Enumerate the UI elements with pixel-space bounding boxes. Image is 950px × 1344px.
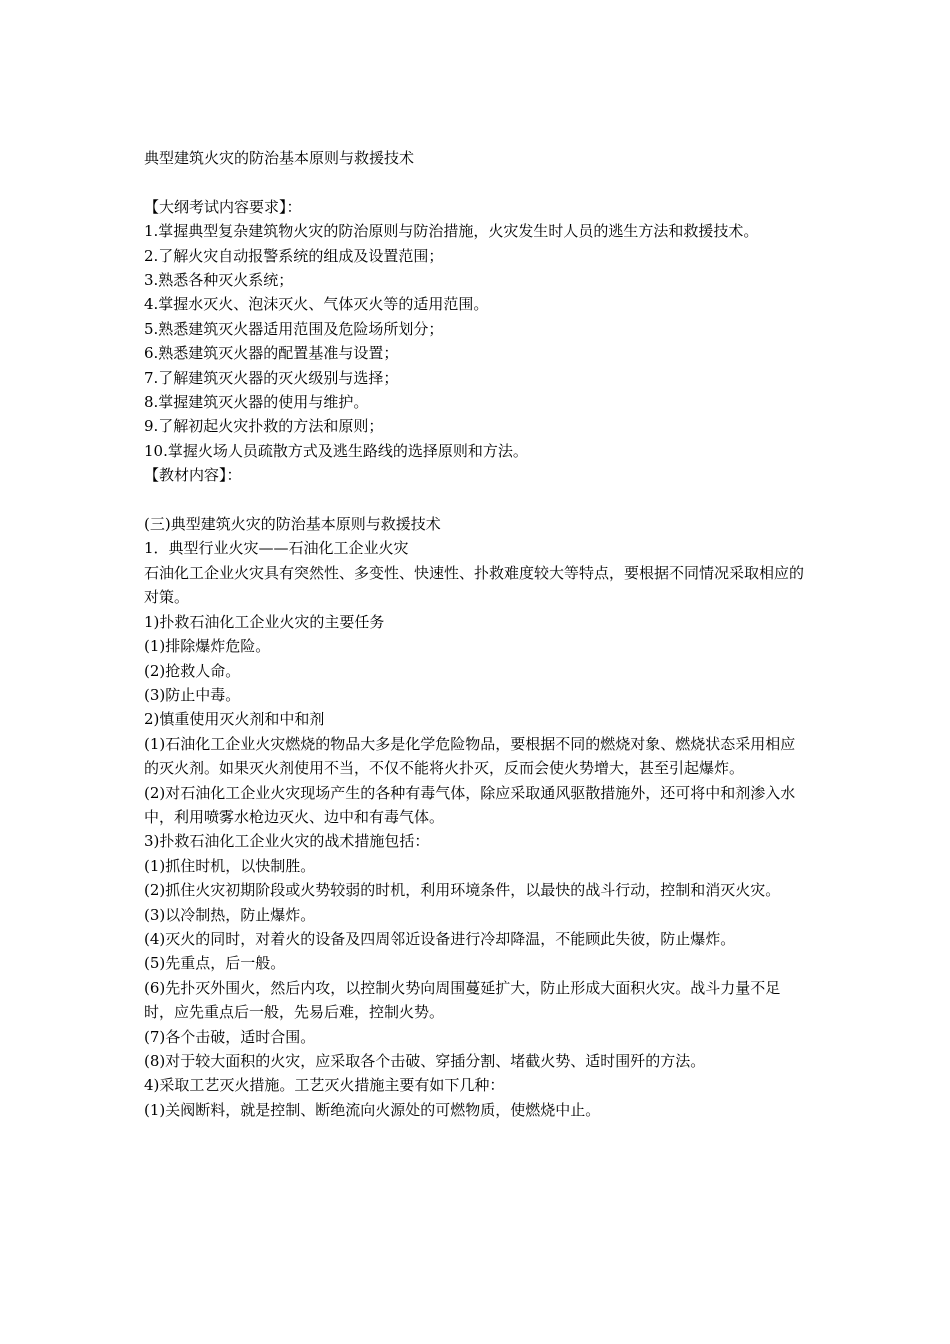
body-paragraph: (2)对石油化工企业火灾现场产生的各种有毒气体，除应采取通风驱散措施外，还可将中和剂渗入水中，利用喷雾水枪边灭火、边中和有毒气体。 xyxy=(144,783,796,826)
body-paragraph: (3)以冷制热，防止爆炸。 xyxy=(144,905,316,924)
outline-item: 6.熟悉建筑灭火器的配置基准与设置； xyxy=(144,344,399,363)
outline-item: 4.掌握水灭火、泡沫灭火、气体灭火等的适用范围。 xyxy=(144,295,489,314)
body-paragraph: (5)先重点，后一般。 xyxy=(144,954,286,973)
outline-item: 5.熟悉建筑灭火器适用范围及危险场所划分； xyxy=(144,319,444,338)
outline-item: 9.了解初起火灾扑救的方法和原则； xyxy=(144,417,384,436)
body-paragraph: (8)对于较大面积的火灾，应采取各个击破、穿插分割、堵截火势、适时围歼的方法。 xyxy=(144,1052,706,1070)
body-paragraph: 3)扑救石油化工企业火灾的战术措施包括： xyxy=(144,832,430,851)
body-paragraph: (1)抓住时机，以快制胜。 xyxy=(144,856,316,875)
outline-item: 8.掌握建筑灭火器的使用与维护。 xyxy=(144,393,369,412)
outline-item: 3.熟悉各种灭火系统； xyxy=(144,271,294,290)
content-heading: 【教材内容】： xyxy=(144,466,242,485)
body-paragraph: (3)防止中毒。 xyxy=(144,685,241,704)
blank-line xyxy=(144,488,810,512)
outline-item: 7.了解建筑灭火器的灭火级别与选择； xyxy=(144,368,399,387)
blank-line xyxy=(144,170,810,194)
body-paragraph: (2)抓住火灾初期阶段或火势较弱的时机，利用环境条件，以最快的战斗行动，控制和消灭火灾。 xyxy=(144,881,781,900)
body-paragraph: (1)石油化工企业火灾燃烧的物品大多是化学危险物品，要根据不同的燃烧对象、燃烧状态采用相应的灭火剂。如果灭火剂使用不当，不仅不能将火扑灭，反而会使火势增大，甚至引起爆炸。 xyxy=(144,734,796,778)
body-paragraph: (2)抢救人命。 xyxy=(144,661,241,680)
document-title: 典型建筑火灾的防治基本原则与救援技术 xyxy=(144,149,415,167)
body-paragraph: 1)扑救石油化工企业火灾的主要任务 xyxy=(144,612,385,631)
body-paragraph: 4)采取工艺灭火措施。工艺灭火措施主要有如下几种： xyxy=(144,1076,505,1095)
body-paragraph: (6)先扑灭外围火，然后内攻，以控制火势向周围蔓延扩大，防止形成大面积火灾。战斗力量不足时，应先重点后一般，先易后难，控制火势。 xyxy=(144,978,781,1022)
outline-item: 10.掌握火场人员疏散方式及逃生路线的选择原则和方法。 xyxy=(144,441,528,460)
body-paragraph: (1)排除爆炸危险。 xyxy=(144,637,271,656)
section-heading: (三)典型建筑火灾的防治基本原则与救援技术 xyxy=(144,515,441,534)
body-paragraph: 2)慎重使用灭火剂和中和剂 xyxy=(144,710,325,729)
body-paragraph: (4)灭火的同时，对着火的设备及四周邻近设备进行冷却降温，不能顾此失彼，防止爆炸。 xyxy=(144,929,736,948)
outline-heading: 【大纲考试内容要求】： xyxy=(144,197,302,216)
outline-item: 1.掌握典型复杂建筑物火灾的防治原则与防治措施，火灾发生时人员的逃生方法和救援技术。 xyxy=(144,222,759,241)
subsection-heading: 1．典型行业火灾——石油化工企业火灾 xyxy=(144,539,409,558)
outline-item: 2.了解火灾自动报警系统的组成及设置范围； xyxy=(144,246,444,265)
body-paragraph: (7)各个击破，适时合围。 xyxy=(144,1027,316,1046)
body-paragraph: (1)关阀断料，就是控制、断绝流向火源处的可燃物质，使燃烧中止。 xyxy=(144,1100,601,1119)
body-paragraph: 石油化工企业火灾具有突然性、多变性、快速性、扑救难度较大等特点，要根据不同情况采取相应的对策。 xyxy=(144,563,805,607)
